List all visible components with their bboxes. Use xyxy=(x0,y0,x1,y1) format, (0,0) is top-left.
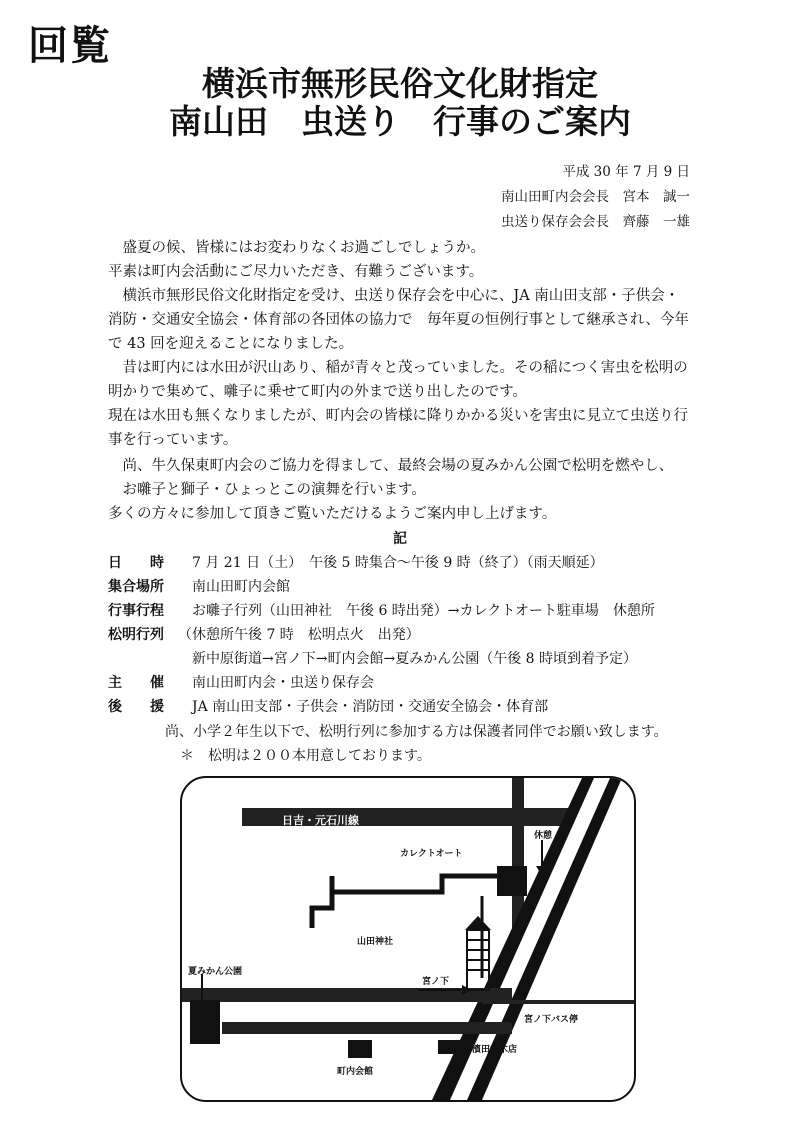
body-line: 事を行っています。 xyxy=(108,432,238,448)
body-line: で 43 回を迎えることになりました。 xyxy=(108,336,354,352)
note-guardian: 尚、小学２年生以下で、松明行列に参加する方は保護者同伴でお願い致します。 xyxy=(165,724,668,740)
calect-auto-label: カレクトオート xyxy=(400,849,463,859)
bus-stop-label: 宮ノ下バス停 xyxy=(524,1015,579,1025)
calect-auto-lot xyxy=(497,866,527,896)
lumber-label: 濱田材木店 xyxy=(472,1045,518,1055)
body-line: 明かりで集めて、囃子に乗せて町内の外まで送り出したのです。 xyxy=(108,384,528,400)
detail-value-organizer: 南山田町内会・虫送り保存会 xyxy=(192,675,374,691)
main-road-label: 日吉・元石川線 xyxy=(282,814,359,827)
body-line: 横浜市無形民俗文化財指定を受け、虫送り保存会を中心に、JA 南山田支部・子供会・ xyxy=(108,288,680,304)
body-line: 盛夏の候、皆様にはお変わりなくお過ごしでしょうか。 xyxy=(108,240,485,256)
route-line-upper xyxy=(332,876,497,892)
shrine-roof xyxy=(465,916,491,930)
bus-stop-dot xyxy=(507,1013,517,1023)
body-line: 多くの方々に参加して頂きご覧いただけるようご案内申し上げます。 xyxy=(108,506,557,522)
sender-preservation: 虫送り保存会会長 齊藤 一雄 xyxy=(501,214,690,230)
body-line: 尚、牛久保東町内会のご協力を得まして、最終会場の夏みかん公園で松明を燃やし、 xyxy=(108,458,674,474)
lower-road-bottom xyxy=(222,1022,512,1034)
body-line: 現在は水田も無くなりましたが、町内会の皆様に降りかかる災いを害虫に見立て虫送り行 xyxy=(108,408,688,424)
access-map-drawing xyxy=(182,778,634,1100)
page-title-line1: 横浜市無形民俗文化財指定 xyxy=(202,64,598,103)
bus-road-line xyxy=(482,1000,634,1004)
detail-value-torch-parade: （休憩所午後 7 時 松明点火 出発） xyxy=(178,627,420,643)
circulation-stamp: 回覧 xyxy=(28,23,112,69)
route-line-left xyxy=(312,892,332,928)
detail-value-route: 新中原街道→宮ノ下→町内会館→夏みかん公園（午後 8 時頃到着予定） xyxy=(192,651,637,667)
detail-value-meeting-place: 南山田町内会館 xyxy=(192,579,290,595)
detail-value-support: JA 南山田支部・子供会・消防団・交通安全協会・体育部 xyxy=(192,699,549,715)
page-title-line2: 南山田 虫送り 行事のご案内 xyxy=(169,102,631,141)
body-line: 昔は町内には水田が沢山あり、稲が青々と茂っていました。その稲につく害虫を松明の xyxy=(108,360,688,376)
miyanoshita-label: 宮ノ下 xyxy=(422,977,450,987)
detail-label-torch-parade: 松明行列 xyxy=(108,627,164,643)
detail-label-organizer: 主 催 xyxy=(108,675,164,691)
park-block xyxy=(190,1000,220,1044)
park-label: 夏みかん公園 xyxy=(188,967,243,977)
issue-date: 平成 30 年 7 月 9 日 xyxy=(562,164,690,180)
detail-label-meeting-place: 集合場所 xyxy=(108,579,164,595)
shrine-label: 山田神社 xyxy=(357,937,394,947)
detail-label-support: 後 援 xyxy=(108,699,164,715)
access-map xyxy=(180,776,636,1102)
hall-label: 町内会館 xyxy=(337,1067,374,1077)
lumber-block xyxy=(438,1040,468,1054)
detail-label-itinerary: 行事行程 xyxy=(108,603,164,619)
note-torches: ＊ 松明は２００本用意しております。 xyxy=(180,748,431,764)
ki-mark: 記 xyxy=(393,531,407,547)
rest-label: 休憩 xyxy=(534,831,553,841)
body-line: お囃子と獅子・ひょっとこの演舞を行います。 xyxy=(108,482,426,498)
detail-label-datetime: 日 時 xyxy=(108,555,164,571)
body-line: 消防・交通安全協会・体育部の各団体の協力で 毎年夏の恒例行事として継承され、今年 xyxy=(108,312,689,328)
body-line: 平素は町内会活動にご尽力いただき、有難うございます。 xyxy=(108,264,484,280)
sender-chairman: 南山田町内会会長 宮本 誠一 xyxy=(501,189,690,205)
detail-value-itinerary: お囃子行列（山田神社 午後 6 時出発）→カレクトオート駐車場 休憩所 xyxy=(192,603,655,619)
hall-block xyxy=(348,1040,372,1058)
detail-value-datetime: 7 月 21 日（土） 午後 5 時集合～午後 9 時（終了）（雨天順延） xyxy=(192,555,604,571)
